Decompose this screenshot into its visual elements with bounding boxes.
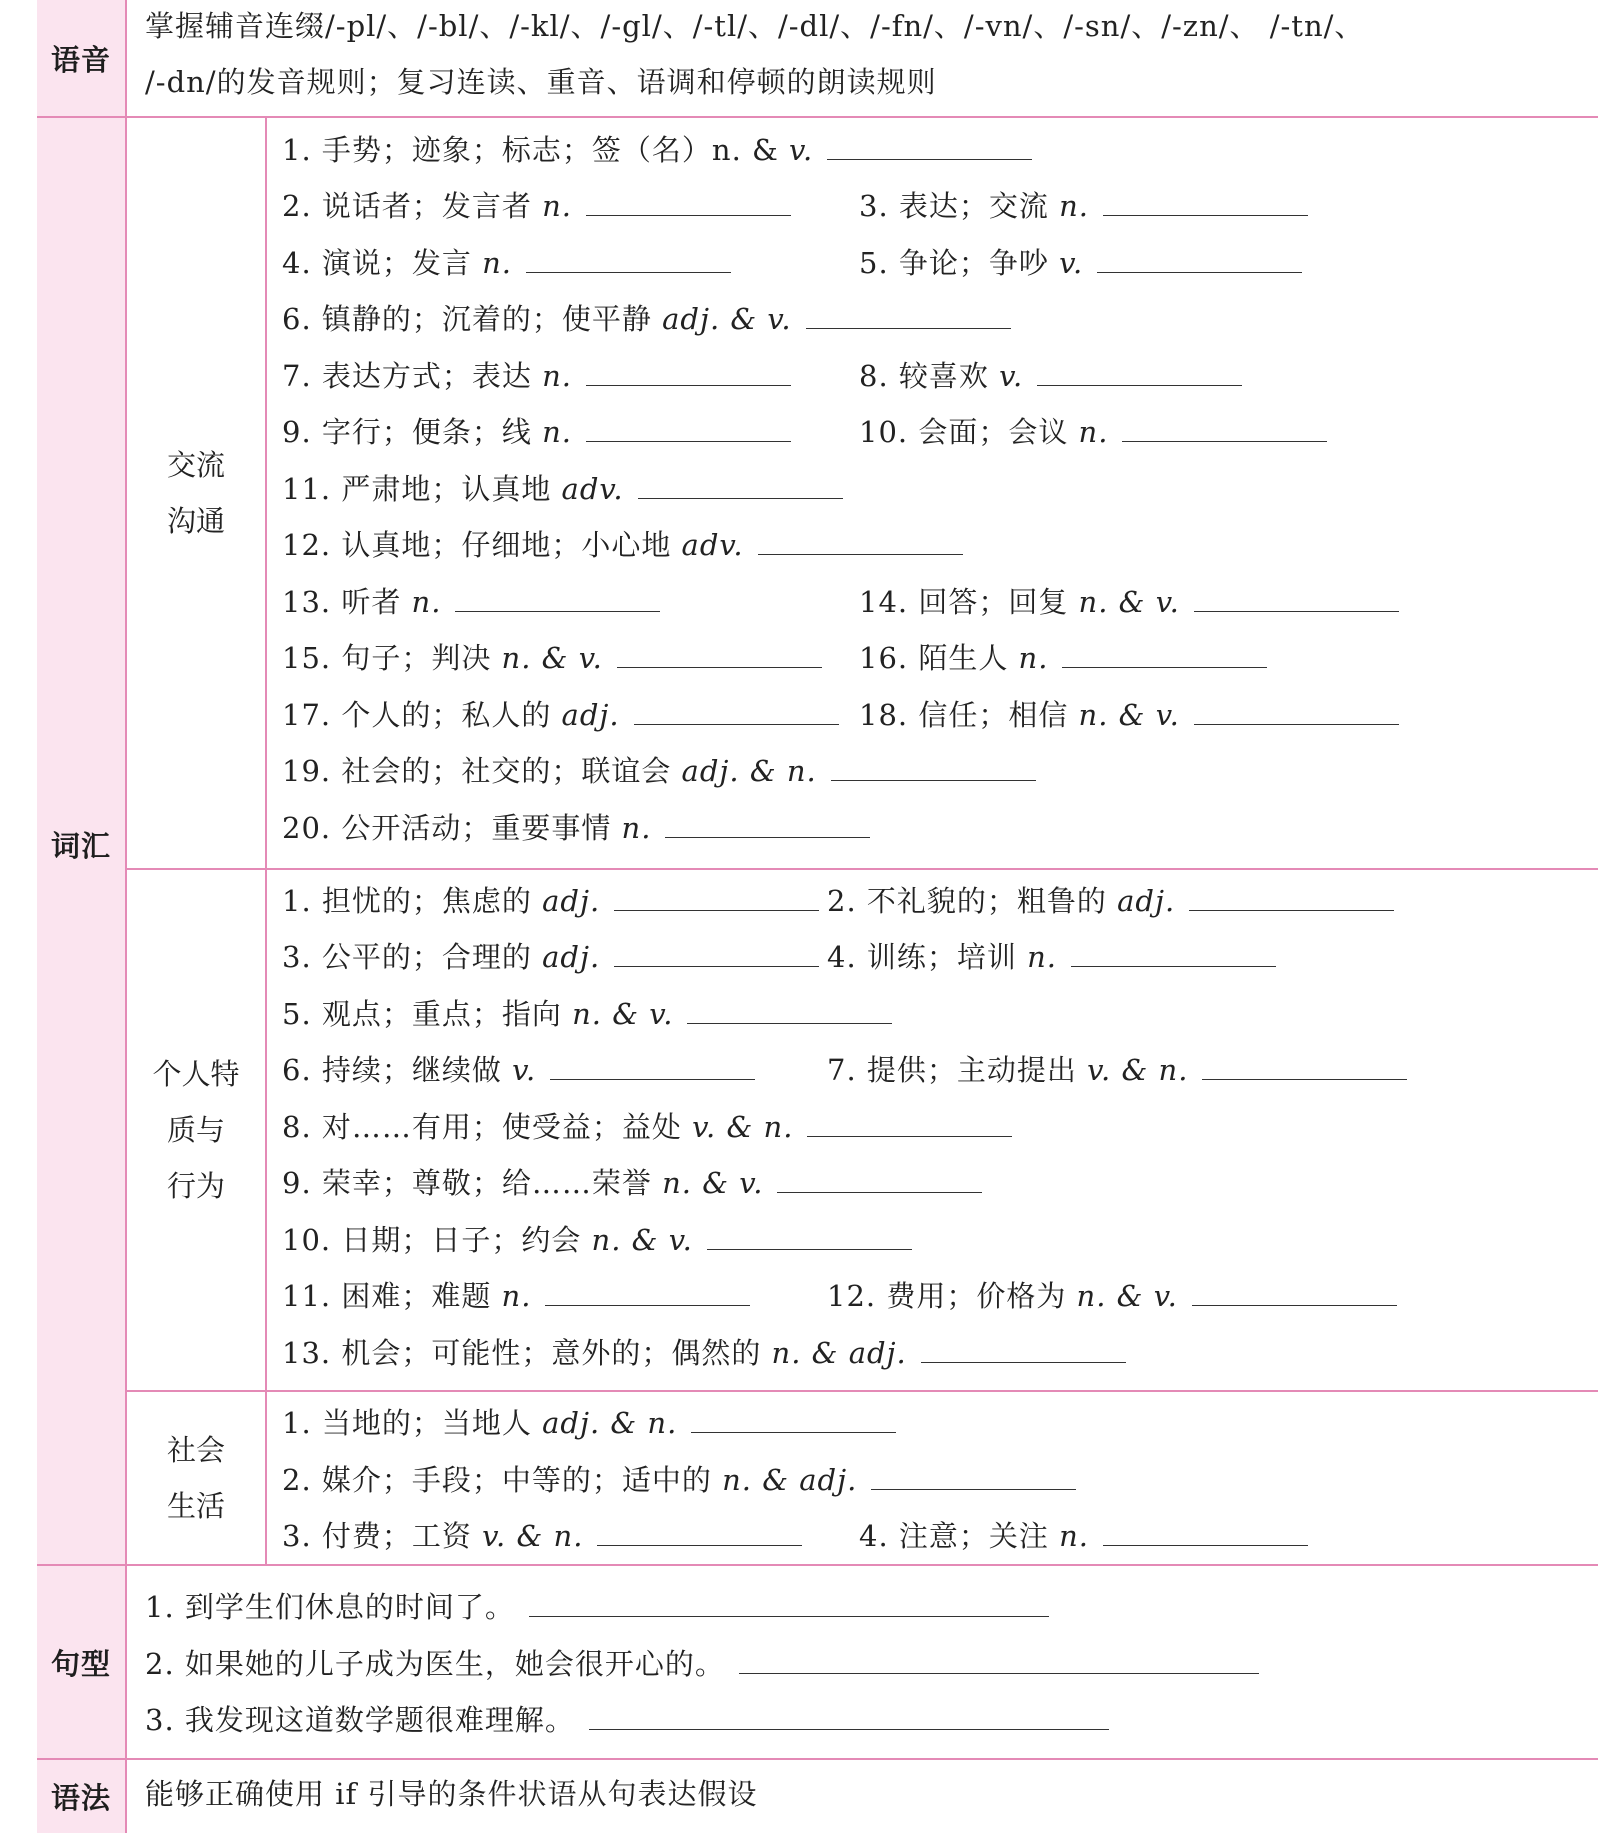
answer-blank[interactable]	[827, 131, 1032, 160]
vocab-item-label: 13. 机会；可能性；意外的；偶然的 n. & adj.	[282, 1336, 907, 1370]
vocab-item-label: 14. 回答；回复 n. & v.	[859, 585, 1180, 619]
vocab-item	[827, 1276, 1397, 1316]
answer-blank[interactable]	[1194, 696, 1399, 725]
category-vocabulary	[37, 118, 125, 1564]
vocab-item	[282, 1516, 802, 1556]
vocab-item	[859, 695, 1399, 735]
answer-blank[interactable]	[617, 639, 822, 668]
answer-blank[interactable]	[1189, 882, 1394, 911]
category-grammar: 语法	[37, 1760, 125, 1833]
sentence-item-label: 2. 如果她的儿子成为医生，她会很开心的。	[145, 1647, 725, 1681]
vocab-item-label: 4. 训练；培训 n.	[827, 940, 1058, 974]
answer-blank[interactable]	[638, 470, 843, 499]
row-divider	[37, 116, 1598, 118]
subcategory-communication	[127, 118, 265, 868]
subcategory-title-line: 交流	[166, 448, 225, 482]
vocab-item-label: 1. 手势；迹象；标志；签（名）n. & v.	[282, 133, 814, 167]
subcategory-title-line: 生活	[166, 1489, 225, 1523]
vocab-item-label: 10. 日期；日子；约会 n. & v.	[282, 1223, 693, 1257]
vocab-item-label: 7. 表达方式；表达 n.	[282, 359, 573, 393]
vocab-item	[282, 808, 870, 848]
vocab-item	[282, 243, 731, 283]
answer-blank[interactable]	[1202, 1051, 1407, 1080]
subcategory-title-line: 沟通	[166, 504, 225, 538]
answer-blank[interactable]	[614, 938, 819, 967]
vocab-item-label: 6. 持续；继续做 v.	[282, 1053, 537, 1087]
subcategory-title-line: 行为	[166, 1169, 225, 1203]
vocab-item	[859, 1516, 1308, 1556]
answer-blank[interactable]	[1194, 583, 1399, 612]
vocab-item-label: 17. 个人的；私人的 adj.	[282, 698, 620, 732]
vocab-item	[282, 695, 839, 735]
vocab-item-label: 12. 认真地；仔细地；小心地 adv.	[282, 528, 744, 562]
answer-blank[interactable]	[758, 526, 963, 555]
vocab-item	[859, 412, 1327, 452]
answer-blank[interactable]	[831, 752, 1036, 781]
vocab-item	[827, 1050, 1407, 1090]
vocab-item-label: 8. 对……有用；使受益；益处 v. & n.	[282, 1110, 794, 1144]
vocab-item-label: 3. 公平的；合理的 adj.	[282, 940, 601, 974]
vocab-item	[282, 881, 819, 921]
vocab-item-label: 19. 社会的；社交的；联谊会 adj. & n.	[282, 754, 817, 788]
vocab-item	[859, 582, 1399, 622]
vocab-item-label: 2. 不礼貌的；粗鲁的 adj.	[827, 884, 1176, 918]
sentence-item-label: 3. 我发现这道数学题很难理解。	[145, 1703, 575, 1737]
answer-blank[interactable]	[526, 244, 731, 273]
grammar-text: 能够正确使用 if 引导的条件状语从句表达假设	[145, 1777, 758, 1811]
vocab-item-label: 7. 提供；主动提出 v. & n.	[827, 1053, 1189, 1087]
section-divider	[125, 1390, 1598, 1392]
answer-blank[interactable]	[1097, 244, 1302, 273]
answer-blank[interactable]	[665, 809, 870, 838]
vocab-item	[282, 582, 660, 622]
vocab-item-label: 4. 注意；关注 n.	[859, 1519, 1090, 1553]
answer-blank[interactable]	[1103, 187, 1308, 216]
subcategory-personal-traits	[127, 870, 265, 1390]
vocab-item	[282, 299, 1011, 339]
answer-blank[interactable]	[634, 696, 839, 725]
answer-blank[interactable]	[1192, 1277, 1397, 1306]
vocab-item-label: 12. 费用；价格为 n. & v.	[827, 1279, 1178, 1313]
answer-blank[interactable]	[586, 413, 791, 442]
sentence-item	[145, 1700, 1109, 1740]
phonetics-line-2: /-dn/的发音规则；复习连读、重音、语调和停顿的朗读规则	[145, 65, 937, 99]
sentence-item-label: 1. 到学生们休息的时间了。	[145, 1590, 515, 1624]
vocab-item	[282, 937, 819, 977]
subcategory-title-line: 个人特	[152, 1057, 240, 1091]
answer-blank[interactable]	[777, 1164, 982, 1193]
vocab-item	[859, 243, 1302, 283]
vocab-item-label: 2. 说话者；发言者 n.	[282, 189, 573, 223]
answer-blank[interactable]	[529, 1588, 1049, 1617]
vocab-item	[827, 881, 1394, 921]
answer-blank[interactable]	[614, 882, 819, 911]
vocab-item	[282, 130, 1032, 170]
answer-blank[interactable]	[1103, 1517, 1308, 1546]
vocab-item-label: 3. 付费；工资 v. & n.	[282, 1519, 584, 1553]
vocab-item-label: 15. 句子；判决 n. & v.	[282, 641, 603, 675]
vocab-item	[282, 1220, 912, 1260]
answer-blank[interactable]	[1122, 413, 1327, 442]
vocab-item	[282, 1163, 982, 1203]
subcategory-divider	[265, 116, 267, 1566]
answer-blank[interactable]	[871, 1461, 1076, 1490]
vocab-item-label: 6. 镇静的；沉着的；使平静 adj. & v.	[282, 302, 792, 336]
subcategory-social-life	[127, 1392, 265, 1564]
vocab-item	[827, 937, 1276, 977]
answer-blank[interactable]	[1071, 938, 1276, 967]
vocab-item-label: 5. 争论；争吵 v.	[859, 246, 1084, 280]
answer-blank[interactable]	[550, 1051, 755, 1080]
answer-blank[interactable]	[1062, 639, 1267, 668]
answer-blank[interactable]	[597, 1517, 802, 1546]
vocab-item	[282, 1276, 750, 1316]
answer-blank[interactable]	[545, 1277, 750, 1306]
answer-blank[interactable]	[586, 357, 791, 386]
vocab-item-label: 11. 严肃地；认真地 adv.	[282, 472, 624, 506]
vocab-item	[282, 469, 843, 509]
sentence-item	[145, 1644, 1259, 1684]
category-phonetics: 语音	[37, 0, 125, 116]
vocab-item-label: 8. 较喜欢 v.	[859, 359, 1024, 393]
vocab-item-label: 10. 会面；会议 n.	[859, 415, 1109, 449]
subcategory-title-line: 质与	[166, 1113, 225, 1147]
vocab-item	[282, 994, 892, 1034]
vocab-item	[282, 638, 822, 678]
answer-blank[interactable]	[455, 583, 660, 612]
answer-blank[interactable]	[589, 1701, 1109, 1730]
vocab-item-label: 1. 担忧的；焦虑的 adj.	[282, 884, 601, 918]
phonetics-line-1: 掌握辅音连缀/-pl/、/-bl/、/-kl/、/-gl/、/-tl/、/-dl/、/-fn/、/-vn/、/-sn/、/-zn/、 /-tn/、	[145, 9, 1365, 43]
vocab-item	[282, 1403, 896, 1443]
answer-blank[interactable]	[691, 1404, 896, 1433]
vocab-item	[282, 412, 791, 452]
vocab-item	[282, 1107, 1012, 1147]
vocab-item-label: 9. 字行；便条；线 n.	[282, 415, 573, 449]
vocab-item-label: 4. 演说；发言 n.	[282, 246, 513, 280]
vocab-item-label: 20. 公开活动；重要事情 n.	[282, 811, 652, 845]
category-sentences: 句型	[37, 1566, 125, 1758]
answer-blank[interactable]	[807, 1108, 1012, 1137]
answer-blank[interactable]	[687, 995, 892, 1024]
section-divider	[125, 868, 1598, 870]
answer-blank[interactable]	[707, 1221, 912, 1250]
sentence-item	[145, 1587, 1049, 1627]
row-divider	[37, 1758, 1598, 1760]
answer-blank[interactable]	[806, 300, 1011, 329]
vocab-item-label: 13. 听者 n.	[282, 585, 442, 619]
answer-blank[interactable]	[1037, 357, 1242, 386]
vocab-item-label: 16. 陌生人 n.	[859, 641, 1049, 675]
subcategory-title-line: 社会	[166, 1433, 225, 1467]
vocab-item	[282, 525, 963, 565]
vocab-item	[282, 186, 791, 226]
vocab-item-label: 2. 媒介；手段；中等的；适中的 n. & adj.	[282, 1463, 858, 1497]
vocab-item	[859, 356, 1242, 396]
answer-blank[interactable]	[739, 1645, 1259, 1674]
category-vocabulary-label: 词汇	[50, 829, 111, 863]
vocab-item	[282, 751, 1036, 791]
vocab-item-label: 1. 当地的；当地人 adj. & n.	[282, 1406, 678, 1440]
row-divider	[37, 1564, 1598, 1566]
vocab-item	[282, 1050, 755, 1090]
vocab-item	[282, 356, 791, 396]
vocab-item-label: 9. 荣幸；尊敬；给……荣誉 n. & v.	[282, 1166, 764, 1200]
vocab-item	[282, 1333, 1126, 1373]
vocab-item-label: 11. 困难；难题 n.	[282, 1279, 532, 1313]
vocab-item-label: 18. 信任；相信 n. & v.	[859, 698, 1180, 732]
vocab-item-label: 3. 表达；交流 n.	[859, 189, 1090, 223]
vocab-item	[859, 186, 1308, 226]
vocab-item	[282, 1460, 1076, 1500]
study-table	[37, 0, 1598, 1833]
answer-blank[interactable]	[586, 187, 791, 216]
answer-blank[interactable]	[921, 1334, 1126, 1363]
vocab-item	[859, 638, 1267, 678]
vocab-item-label: 5. 观点；重点；指向 n. & v.	[282, 997, 674, 1031]
